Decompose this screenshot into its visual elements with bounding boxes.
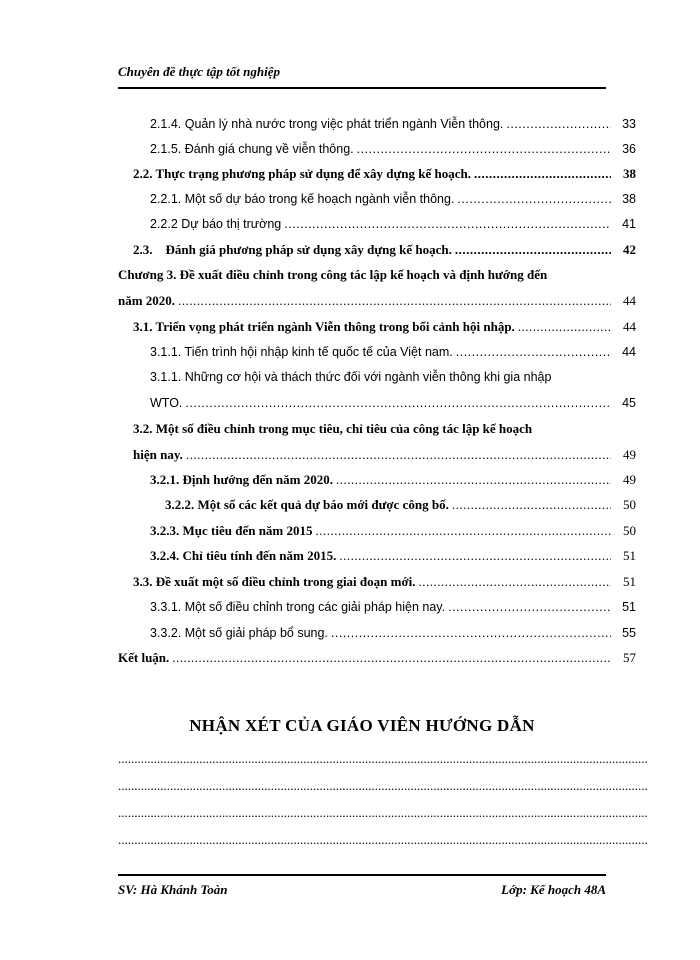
toc-text: WTO. xyxy=(150,396,183,410)
toc-page: 44 xyxy=(623,293,636,308)
toc-page: 44 xyxy=(622,345,636,359)
toc-page: 44 xyxy=(623,319,636,334)
toc-page: 55 xyxy=(622,626,636,640)
toc-entry-chapter-3-line1: Chương 3. Đề xuất điều chỉnh trong công tác lập kế hoạch và định hướng đến xyxy=(118,267,548,282)
comment-dotted-line xyxy=(118,833,648,847)
toc-entry-2-1-4 xyxy=(150,116,636,132)
toc-text: Kết luận. xyxy=(118,650,170,665)
toc-text: 2.1.4. Quản lý nhà nước trong việc phát triển ngành Viễn thông. xyxy=(150,117,504,131)
toc-page: 49 xyxy=(623,447,636,462)
toc-page: 45 xyxy=(622,396,636,410)
toc-entry-3-2-1 xyxy=(150,472,636,488)
footer-class: Lớp: Kế hoạch 48A xyxy=(501,882,606,897)
toc-page: 41 xyxy=(622,217,636,231)
toc-entry-2-2-2 xyxy=(150,216,636,232)
toc-page: 38 xyxy=(622,192,636,206)
toc-entry-3-2-line1: 3.2. Một số điều chỉnh trong mục tiêu, chỉ tiêu của công tác lập kế hoạch xyxy=(133,421,533,436)
toc-page: 51 xyxy=(623,548,636,563)
toc-entry-3-2-3 xyxy=(150,523,636,539)
toc-text: 3.3. Đề xuất một số điều chỉnh trong giai đoạn mới. xyxy=(133,574,416,589)
toc-entry-3-1 xyxy=(133,319,636,335)
toc-page: 50 xyxy=(623,523,636,538)
toc-entry-3-3 xyxy=(133,574,636,590)
toc-text: 3.1.1. Tiến trình hội nhập kinh tế quốc tế của Việt nam. xyxy=(150,345,453,359)
toc-entry-2-1-5 xyxy=(150,141,636,157)
toc-text: 3.3.1. Một số điều chỉnh trong các giải pháp hiện nay. xyxy=(150,600,446,614)
toc-entry-2-2 xyxy=(133,166,636,182)
toc-entry-3-2-2 xyxy=(165,497,636,513)
toc-page: 33 xyxy=(622,117,636,131)
toc-page: 51 xyxy=(622,600,636,614)
toc-entry-3-3-1 xyxy=(150,599,636,615)
toc-text: 3.3.2. Một số giải pháp bổ sung. xyxy=(150,626,328,640)
toc-text: 2.2. Thực trạng phương pháp sử dụng để xây dựng kế hoạch. xyxy=(133,166,471,181)
toc-entry-3-1-1b-line1: 3.1.1. Những cơ hội và thách thức đối với ngành viễn thông khi gia nhập xyxy=(150,370,552,384)
toc-text: 3.2.1. Định hướng đến năm 2020. xyxy=(150,472,333,487)
toc-page: 57 xyxy=(623,650,636,665)
toc-entry-chapter-3 xyxy=(118,293,636,309)
toc-text: 2.3. Đánh giá phương pháp sử dụng xây dựng kế hoạch. xyxy=(133,242,452,257)
toc-text: 3.2.3. Mục tiêu đến năm 2015 xyxy=(150,523,313,538)
toc-page: 42 xyxy=(623,242,636,257)
toc-entry-3-2-4 xyxy=(150,548,636,564)
toc-text: 3.2.2. Một số các kết quả dự báo mới được công bố. xyxy=(165,497,449,512)
toc-text: năm 2020. xyxy=(118,293,176,308)
comment-title: NHẬN XÉT CỦA GIÁO VIÊN HƯỚNG DẪN xyxy=(189,716,535,735)
toc-entry-3-1-1b xyxy=(150,395,636,411)
toc-text: 2.2.1. Một số dự báo trong kế hoạch ngành viễn thông. xyxy=(150,192,455,206)
comment-dotted-line xyxy=(118,806,648,820)
toc-text: 3.1. Triển vọng phát triển ngành Viễn thông trong bối cảnh hội nhập. xyxy=(133,319,515,334)
toc-entry-3-1-1 xyxy=(150,344,636,360)
toc-text: 3.2.4. Chỉ tiêu tính đến năm 2015. xyxy=(150,548,337,563)
toc-page: 49 xyxy=(623,472,636,487)
toc-page: 50 xyxy=(623,497,636,512)
comment-dotted-line xyxy=(118,752,648,766)
toc-entry-3-3-2 xyxy=(150,625,636,641)
footer-student: SV: Hà Khánh Toàn xyxy=(118,882,228,897)
toc-entry-conclusion xyxy=(118,650,636,666)
toc-text: 2.1.5. Đánh giá chung về viễn thông. xyxy=(150,142,354,156)
toc-page: 51 xyxy=(623,574,636,589)
toc-page: 38 xyxy=(623,166,636,181)
toc-entry-2-2-1 xyxy=(150,191,636,207)
header-rule xyxy=(118,87,606,89)
comment-dotted-line xyxy=(118,779,648,793)
running-header: Chuyên đề thực tập tốt nghiệp xyxy=(118,64,280,79)
toc-entry-3-2 xyxy=(133,447,636,463)
toc-entry-2-3 xyxy=(133,242,636,258)
toc-text: 2.2.2 Dự báo thị trường xyxy=(150,217,282,231)
toc-text: hiện nay. xyxy=(133,447,183,462)
footer-rule xyxy=(118,874,606,876)
toc-page: 36 xyxy=(622,142,636,156)
